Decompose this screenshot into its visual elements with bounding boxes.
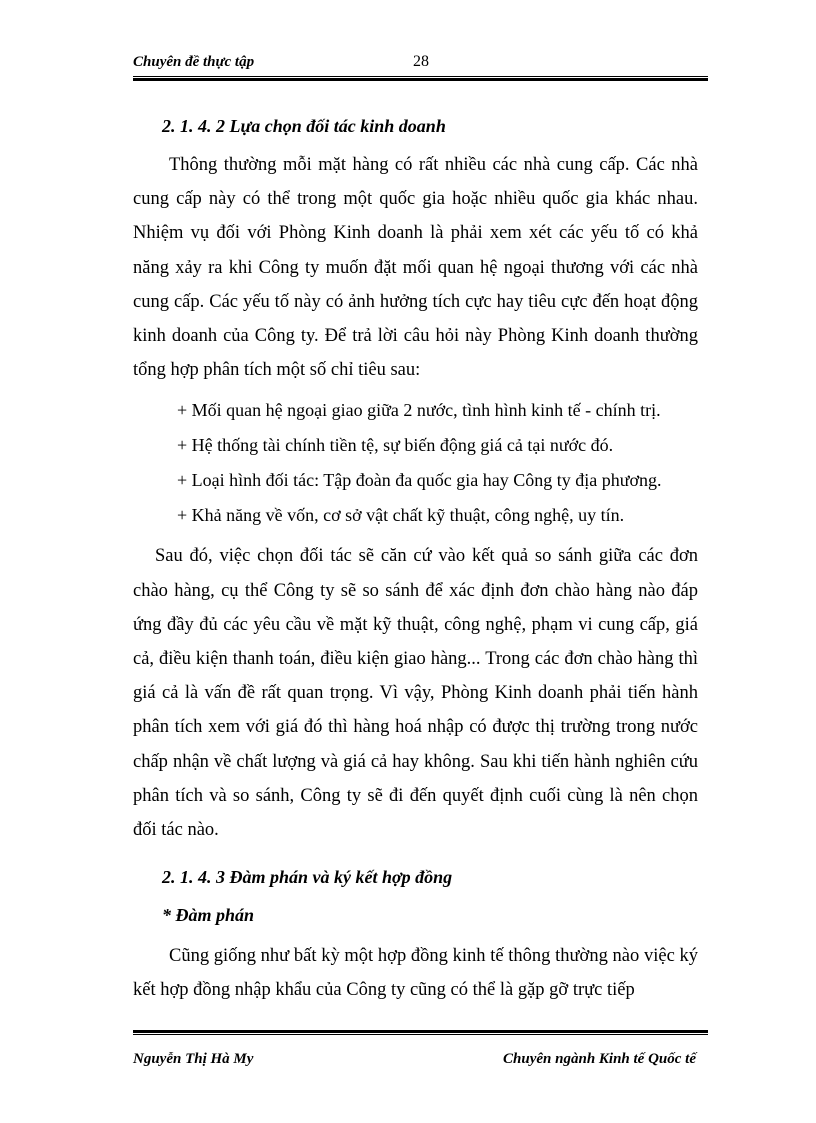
page-header xyxy=(133,50,708,80)
footer-rule-thin xyxy=(133,1034,708,1035)
criteria-list xyxy=(133,393,698,533)
list-item: + Khả năng về vốn, cơ sở vật chất kỹ thuật, công nghệ, uy tín. xyxy=(177,505,625,526)
header-title: Chuyên đề thực tập xyxy=(133,54,255,70)
subheading-negotiation: * Đàm phán xyxy=(162,905,255,926)
page-number: 28 xyxy=(413,53,429,70)
page-footer xyxy=(133,1030,708,1090)
footer-major: Chuyên ngành Kinh tế Quốc tế xyxy=(503,1051,696,1067)
list-item: + Loại hình đối tác: Tập đoàn đa quốc gia hay Công ty địa phương. xyxy=(177,470,662,491)
paragraph-intro: Thông thường mỗi mặt hàng có rất nhiều các nhà cung cấp. Các nhà cung cấp này có thể trong một quốc gia hoặc nhiều quốc gia khác nhau. Nhiệm vụ đối với Phòng Kinh doanh là phải xem xét các yếu tố có khả năng xảy ra khi Công ty muốn đặt mối quan hệ ngoại thương với các nhà cung cấp. Các yếu tố này có ảnh hưởng tích cực hay tiêu cực đến hoạt động kinh doanh của Công ty. Để trả lời câu hỏi này Phòng Kinh doanh thường tổng hợp phân tích một số chỉ tiêu sau: xyxy=(133,155,698,381)
list-item: + Mối quan hệ ngoại giao giữa 2 nước, tình hình kinh tế - chính trị. xyxy=(177,400,661,421)
footer-rule-thick xyxy=(133,1030,708,1033)
header-rule-thin xyxy=(133,76,708,77)
paragraph-negotiation: Cũng giống như bất kỳ một hợp đồng kinh tế thông thường nào việc ký kết hợp đồng nhập khẩu của Công ty cũng có thể là gặp gỡ trực tiếp xyxy=(133,946,698,1001)
page-body xyxy=(133,108,698,1008)
header-rule-thick xyxy=(133,78,708,81)
section-heading-2-1-4-2: 2. 1. 4. 2 Lựa chọn đối tác kinh doanh xyxy=(162,116,446,136)
section-heading-2-1-4-3: 2. 1. 4. 3 Đàm phán và ký kết hợp đồng xyxy=(162,867,453,888)
paragraph-selection: Sau đó, việc chọn đối tác sẽ căn cứ vào kết quả so sánh giữa các đơn chào hàng, cụ thể Công ty sẽ so sánh để xác định đơn chào hàng nào đáp ứng đầy đủ các yêu cầu về mặt kỹ thuật, công nghệ, phạm vi cung cấp, giá cả, điều kiện thanh toán, điều kiện giao hàng... Trong các đơn chào hàng thì giá cả là vấn đề rất quan trọng. Vì vậy, Phòng Kinh doanh phải tiến hành phân tích xem với giá đó thì hàng hoá nhập có được thị trường trong nước chấp nhận về chất lượng và giá cả hay không. Sau khi tiến hành nghiên cứu phân tích và so sánh, Công ty sẽ đi đến quyết định cuối cùng là nên chọn đối tác nào. xyxy=(133,546,698,841)
list-item: + Hệ thống tài chính tiền tệ, sự biến động giá cả tại nước đó. xyxy=(177,435,614,456)
footer-author: Nguyễn Thị Hà My xyxy=(133,1051,254,1067)
